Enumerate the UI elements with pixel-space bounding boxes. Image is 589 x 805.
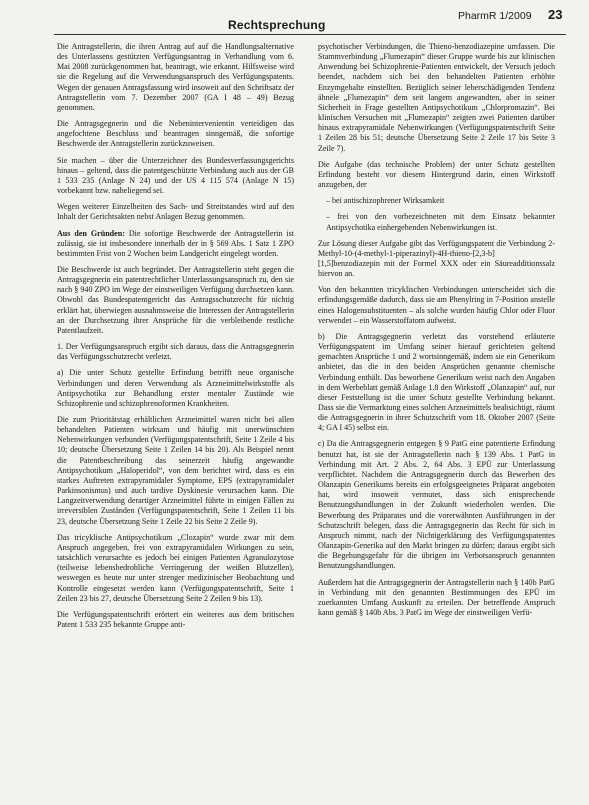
paragraph: Die Antragsgegnerin und die Nebenintervenientin verteidigen das angefochtene Beschluss und beantragen sinngemäß, die sofortige Beschwerde der Antragstellerin zurückzuweisen. [57,119,294,149]
list-item: – frei von den vorbezeichneten mit dem Einsatz bekannter Antipsychotika einhergehenden Nebenwirkungen ist. [326,212,555,232]
paragraph: c) Da die Antragsgegnerin entgegen § 9 PatG eine patentierte Erfindung benutzt hat, ist sie der Antragstellerin nach § 139 Abs. 1 PatG in Verbindung mit Art. 2 Abs. 2, 64 Abs. 3 EPÜ zur Unterlassung verpflichtet. Nachdem die Antragsgegnerin durch das Bewerben des Olanzapin Generikums bereits ein erfolgsgeeignetes Präparat angeboten hat, wird insoweit vermutet, dass sich entsprechende Benutzungshandlungen in der Zukunft wiederholen werden. Die Bewerbung des Präparates und die vorerwähnten Ausführungen in der Schutzschrift belegen, dass die Antragsgegnerin das Recht für sich in Anspruch nimmt, nach der Nichtigerklärung des Verfügungspatentes Olanzapin-Generika auf den Markt bringen zu dürfen; daraus ergibt sich die Begehungsgefahr für die übrigen im Verbotsanspruch genannten Benutzungshandlungen. [318,439,555,571]
header-rule [54,34,566,35]
paragraph: b) Die Antragsgegnerin verletzt das vorstehend erläuterte Verfügungspatent im Umfang seiner hierauf gerichteten geltend gemachten Ansprüche 1 und 2 wortsinngemäß, indem sie ein Generikum anbietet, das die in den beiden Ansprüchen genannte chemische Verbindung enthält. Das beworbene Generikum weist nach den Angaben in dem Werbeblatt gemäß Anlage 1.8 den Wirkstoff „Olanzapin“ auf, nur dieser Feststellung ist die unter Schutz gestellte Verbindung bekannt. Dass sie die Vermarktung eines solchen Arzneimittels beabsichtigt, räumt die Antragsgegnerin in ihrer Schutzschrift vom 18. Oktober 2007 (Seite 4; GA I 45) selbst ein. [318,331,555,433]
left-column [57,42,294,636]
paragraph: Die Antragstellerin, die ihren Antrag auf auf die Handlungsalternative des Unterlassens gestützten Verfügungsantrag in Verhandlung vom 6. Mai 2008 zurückgenommen hat, beantragt, wie erkannt. Hilfsweise wird sie die Regelung auf die Verwendungsanspruch des Verfügungspatents. Wegen der genauen Antragsfassung wird insoweit auf den Schriftsatz der Antragstellerin vom 7. Dezember 2007 (GA I 48 – 49) Bezug genommen. [57,42,294,112]
journal-issue: PharmR 1/2009 [458,10,532,22]
paragraph: Die zum Prioritätstag erhältlichen Arzneimittel waren nicht bei allen behandelten Patienten wirksam und häufig mit unerwünschten Nebenwirkungen verbunden (Verfügungspatentschrift, Seite 1 Zeile 4 bis 10; deutsche Übersetzung Seite 1 Zeilen 14 bis 20). Als Beispiel nennt die Patentbeschreibung das seinerzeit häufig angewandte Antipsychotikum „Haloperidol“, von dem berichtet wird, dass es ein starkes Auftreten extrapyramidaler Symptome, EPS (extrapyramidaler Parkinsonismus) und auch tardive Dyskinesie verursachen kann. Die Langzeitverwendung derartiger Arzneimittel führte in einigen Fällen zu irreversiblen Zuständen (Verfügungspatentschrift, Seite 1 Zeilen 11 bis 23, deutsche Übersetzung Seite 1 Zeile 22 bis Seite 2 Zeile 9). [57,415,294,526]
paragraph: Außerdem hat die Antragsgegnerin der Antragstellerin nach § 140b PatG in Verbindung mit den genannten Bestimmungen des EPÜ im zuerkannten Umfang Auskunft zu erteilen. Der betreffende Anspruch kann gemäß § 140b Abs. 3 PatG im Wege der einstweiligen Verfü- [318,577,555,617]
paragraph: 1. Der Verfügungsanspruch ergibt sich daraus, dass die Antragsgegnerin das Verfügungsschutzrecht verletzt. [57,342,294,362]
paragraph: Die Verfügungspatentschrift erörtert ein weiteres aus dem britischen Patent 1 533 235 bekannte Gruppe anti- [57,609,294,629]
page-header [0,0,589,40]
paragraph: Die Aufgabe (das technische Problem) der unter Schutz gestellten Erfindung besteht vor diesem Hintergrund darin, einen Wirkstoff anzugeben, der [318,159,555,190]
paragraph: Sie machen – über die Unterzeichner des Bundesverfassungsgerichts hinaus – geltend, dass die patentgeschützte Verbindung auch aus der GB 1 533 235 (Anlage N 24) und der US 4 115 574 (Anlage N 15) vorbekannt bzw. naheliegend sei. [57,155,294,196]
list-item: – bei antischizophrener Wirksamkeit [326,196,445,206]
paragraph: a) Die unter Schutz gestellte Erfindung betrifft neue organische Verbindungen und deren Verwendung als Arzneimittelwirkstoffe als Antipsychotika zur Behandlung erster mentaler Zustände wie Schizophrenie und schizophrenoformen Krankheiten. [57,368,294,408]
paragraph: Von den bekannten tricyklischen Verbindungen unterscheidet sich die erfindungsgemäße dadurch, dass sie am Phenylring in 7-Position anstelle eines Halogensubstituenten – als solche wurden häufig Chlor oder Fluor verwendet – ein Wasserstoffatom aufweist. [318,285,555,325]
paragraph: Wegen weiterer Einzelheiten des Sach- und Streitstandes wird auf den Inhalt der Gerichtsakten nebst Anlagen Bezug genommen. [57,202,294,222]
paragraph: Das tricyklische Antipsychotikum „Clozapin“ wurde zwar mit dem Anspruch angegeben, frei von extrapyramidalen Wirkungen zu sein, tatsächlich verursachte es jedoch bei einigen Patienten Agranulozytose (teilweise lebensbedrohliche Verringerung der weißen Blutzellen), weswegen es heute nur unter strenger medizinischer Beobachtung und Kontrolle eingesetzt werden kann (Verfügungspatentschrift, Seite 1 Zeilen 23 bis 27, deutsche Übersetzung Seite 2 Zeilen 9 bis 13). [57,532,294,603]
paragraph: Die Beschwerde ist auch begründet. Der Antragstellerin steht gegen die Antragsgegnerin ein patentrechtlicher Unterlassungsanspruch zu, den sie nach § 940 ZPO im Wege der einstweiligen Verfügung durchsetzen kann. Obwohl das Bundespatentgericht das Antragsschutzrecht für nichtig erklärt hat, überwiegen ausnahmsweise die Interessen der Antragstellerin an der Durchsetzung ihrer Ansprüche für die verbleibende restliche Patentlaufzeit. [57,264,294,335]
page-number: 23 [548,7,563,22]
reasons-heading: Aus den Gründen: [57,228,125,238]
paragraph: Zur Lösung dieser Aufgabe gibt das Verfügungspatent die Verbindung 2-Methyl-10-(4-methyl-1-piperazinyl)-4H-thieno-[2,3-b][1,5]benzodiazepin mit der Formel XXX oder ein Säureadditionssalz hiervon an. [318,238,555,279]
right-column [318,42,555,624]
paragraph: psychotischer Verbindungen, die Thieno-benzodiazepine umfassen. Die Stammverbindung „Flumezapin“ dieser Gruppe wurde bis zur klinischen Anwendung bei Schizophrenie-Patienten entwickelt, der Versuch jedoch beendet, nachdem sich bei den behandelten Patienten erhöhte Enzymgehalte einstellten. Bezüglich seiner leberschädigenden Tendenz ähnele „Flumezapin“ dem seit langem angewandten, aber in seiner Sicherheit in Frage gestellten Antipsychotikum „Chlorpromazin“. Bei klinischen Versuchen mit „Flumezapin“ zeigten zwei Patienten darüber hinaus extrapyramidale Nebenwirkungen (Verfügungspatentschrift Seite 1 Zeilen 28 bis 51; deutsche Übersetzung Seite 2 Zeile 17 bis Seite 3 Zeile 7). [318,42,555,153]
section-title: Rechtsprechung [228,18,326,32]
paragraph-reasons: Aus den Gründen: Die sofortige Beschwerde der Antragstellerin ist zulässig, sie ist insbesondere innerhalb der in § 569 Abs. 1 Satz 1 ZPO bestimmten Frist von 2 Wochen beim Landgericht eingelegt worden. [57,228,294,258]
